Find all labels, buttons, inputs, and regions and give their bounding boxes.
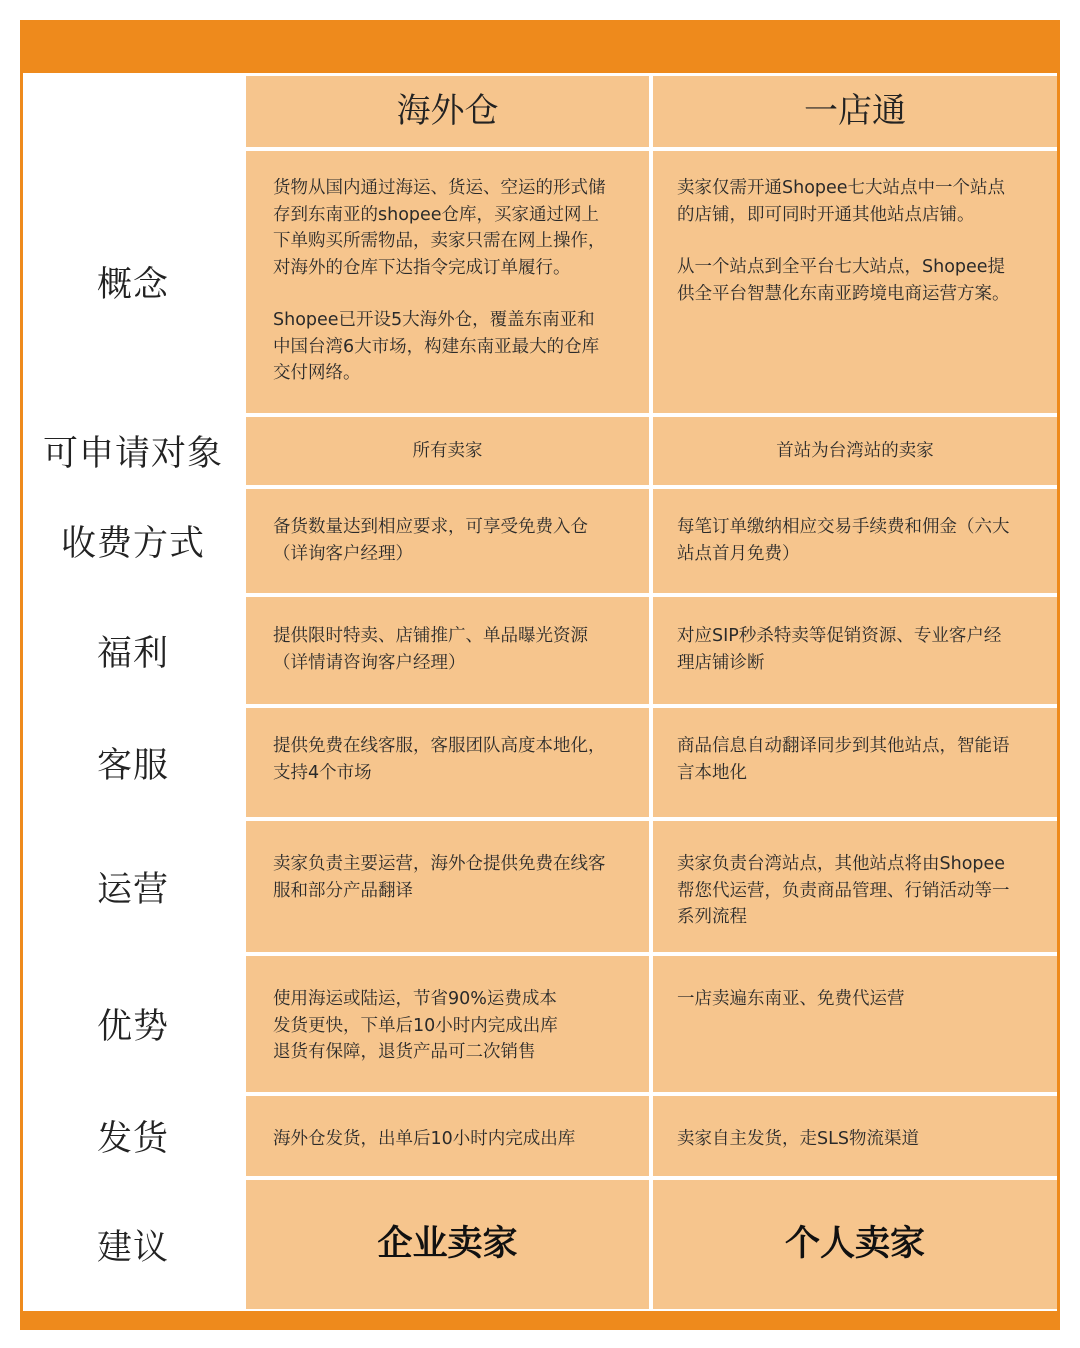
comparison-table <box>20 20 1060 1330</box>
right-border <box>1057 73 1060 1311</box>
cell-text: 卖家负责主要运营，海外仓提供免费在线客 服和部分产品翻译 <box>273 854 606 901</box>
table-cell <box>653 1096 1057 1176</box>
cell-paragraph: 货物从国内通过海运、货运、空运的形式储 存到东南亚的shopee仓库，买家通过网上 下单购买所需物品，卖家只需在网上操作， 对海外的仓库下达指令完成订单履行。 <box>273 178 606 278</box>
row-label-fees: 收费方式 <box>60 524 205 564</box>
row-label-concept: 概念 <box>96 265 169 305</box>
cell-text: 卖家负责台湾站点，其他站点将由Shopee 帮您代运营，负责商品管理、行销活动等一 系列流程 <box>677 854 1010 927</box>
recommendation-text: 个人卖家 <box>784 1224 925 1265</box>
cell-text: 一店卖遍东南亚、免费代运营 <box>677 989 905 1009</box>
cell-text: 海外仓发货，出单后10小时内完成出库 <box>273 1129 576 1149</box>
header-label: 海外仓 <box>396 91 499 132</box>
row-label-benefits: 福利 <box>96 633 169 674</box>
table-cell <box>653 956 1057 1092</box>
cell-paragraph: Shopee已开设5大海外仓，覆盖东南亚和 中国台湾6大市场，构建东南亚最大的仓库 交付网络。 <box>273 310 600 383</box>
row-label-operations: 运营 <box>96 869 169 910</box>
top-accent-bar <box>20 20 1060 73</box>
cell-text: 所有卖家 <box>412 440 483 461</box>
cell-text: 备货数量达到相应要求，可享受免费入仓 （详询客户经理） <box>273 517 588 564</box>
table-cell <box>246 956 649 1092</box>
cell-paragraph: 从一个站点到全平台七大站点，Shopee提 供全平台智慧化东南亚跨境电商运营方案。 <box>677 257 1010 304</box>
row-label-advantages: 优势 <box>96 1007 169 1047</box>
table-cell <box>653 489 1057 593</box>
table-cell <box>653 708 1057 817</box>
table-cell <box>246 151 649 413</box>
header-cell-overseas-warehouse <box>246 76 649 147</box>
table-cell <box>246 417 649 485</box>
table-cell <box>246 821 649 952</box>
table-cell <box>653 151 1057 413</box>
row-label-customer-service: 客服 <box>96 745 169 786</box>
cell-text: 首站为台湾站的卖家 <box>776 440 934 461</box>
header-cell-one-store <box>653 76 1057 147</box>
table-cell <box>246 597 649 704</box>
cell-text: 提供免费在线客服，客服团队高度本地化， 支持4个市场 <box>273 736 606 783</box>
row-label-shipping: 发货 <box>96 1119 169 1159</box>
recommendation-individual <box>653 1180 1057 1309</box>
table-cell <box>653 821 1057 952</box>
table-cell <box>246 489 649 593</box>
cell-text: 商品信息自动翻译同步到其他站点，智能语 言本地化 <box>677 736 1010 783</box>
table-cell <box>246 1096 649 1176</box>
table-cell <box>653 597 1057 704</box>
recommendation-enterprise <box>246 1180 649 1309</box>
cell-text: 对应SIP秒杀特卖等促销资源、专业客户经 理店铺诊断 <box>677 626 1002 673</box>
bottom-accent-bar <box>20 1311 1060 1330</box>
cell-text: 卖家自主发货，走SLS物流渠道 <box>677 1129 919 1149</box>
cell-text: 提供限时特卖、店铺推广、单品曝光资源 （详情请咨询客户经理） <box>273 626 588 673</box>
cell-text: 每笔订单缴纳相应交易手续费和佣金（六大 站点首月免费） <box>677 517 1010 564</box>
table-cell <box>246 708 649 817</box>
header-label: 一店通 <box>804 91 906 132</box>
row-label-eligible: 可申请对象 <box>42 434 223 474</box>
table-cell <box>653 417 1057 485</box>
recommendation-text: 企业卖家 <box>377 1224 518 1265</box>
cell-text: 使用海运或陆运，节省90%运费成本 发货更快，下单后10小时内完成出库 退货有保障，退货产品可二次销售 <box>273 989 558 1062</box>
row-label-recommendation: 建议 <box>96 1227 169 1268</box>
cell-paragraph: 卖家仅需开通Shopee七大站点中一个站点 的店铺，即可同时开通其他站点店铺。 <box>677 178 1006 225</box>
